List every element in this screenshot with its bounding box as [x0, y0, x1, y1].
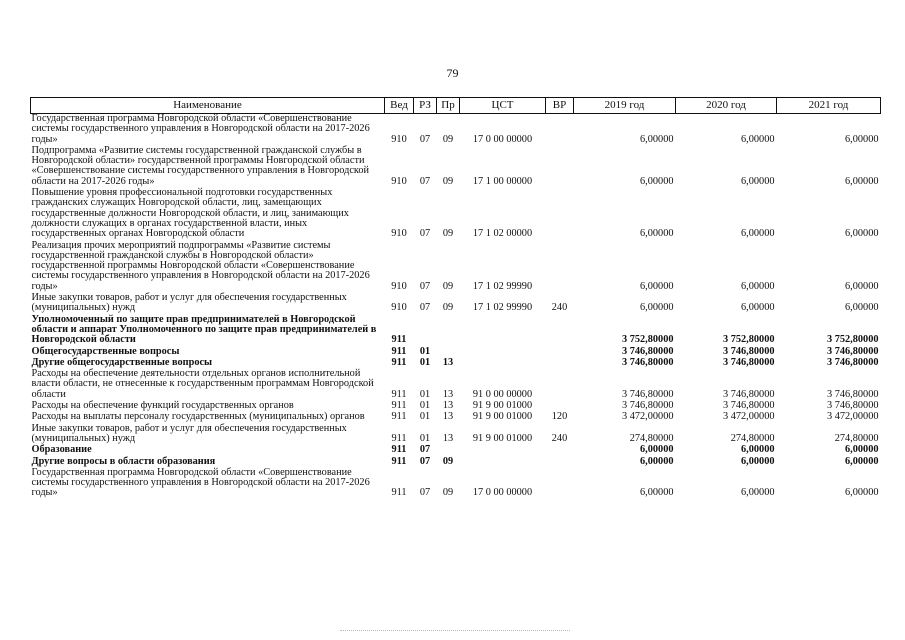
cell-ved: 910 [391, 175, 407, 187]
table-row [31, 412, 881, 423]
cell-rz: 07 [419, 487, 431, 499]
cell-2019: 6,00000 [640, 455, 674, 467]
cell-ved: 911 [391, 334, 407, 346]
cell-rz: 07 [419, 228, 431, 240]
cell-vr [546, 188, 574, 240]
cell-2020: 6,00000 [741, 228, 775, 240]
col-header-2021: 2021 год [777, 98, 881, 114]
cell-rz: 07 [419, 455, 431, 467]
cell-2021: 6,00000 [845, 133, 879, 145]
cell-2021: 3 746,80000 [827, 356, 879, 368]
cell-vr: 240 [551, 432, 568, 444]
cell-pr [437, 445, 460, 456]
table-row [31, 445, 881, 456]
cell-2020: 274,80000 [730, 432, 775, 444]
cell-name: Повышение уровня профессиональной подготовки государственных гражданских служащих Новгородской области, лиц, замещающих государственные должности Новгородской области, и лиц, занимающих должности служащих в органах государственной власти, иных государственных органах Новгородской области [31, 187, 349, 240]
cell-ved: 910 [391, 302, 407, 314]
table-row [31, 315, 881, 347]
cell-2020: 6,00000 [741, 280, 775, 292]
cell-2020: 6,00000 [741, 455, 775, 467]
cell-rz: 07 [419, 133, 431, 145]
cell-2020: 3 746,80000 [723, 345, 775, 357]
cell-rz: 01 [419, 388, 431, 400]
col-header-vr: ВР [546, 98, 574, 114]
cell-2019: 3 746,80000 [622, 356, 674, 368]
cell-pr: 13 [442, 356, 454, 368]
cell-pr: 09 [442, 455, 454, 467]
cell-pr: 09 [442, 133, 454, 145]
cell-2019: 3 752,80000 [622, 334, 674, 346]
cell-name: Расходы на обеспечение деятельности отдельных органов исполнительной власти области, не отнесенные к государственным программам Новгородской области [31, 368, 374, 400]
cell-ved: 910 [391, 133, 407, 145]
cell-2021: 6,00000 [845, 175, 879, 187]
cell-rz: 01 [419, 356, 431, 368]
cell-rz: 07 [419, 444, 431, 456]
cell-cst: 91 9 00 01000 [472, 400, 533, 412]
cell-vr [546, 457, 574, 468]
cell-2020: 6,00000 [741, 175, 775, 187]
cell-ved: 911 [391, 356, 407, 368]
col-header-2020: 2020 год [676, 98, 777, 114]
cell-pr: 09 [442, 487, 454, 499]
cell-2020: 6,00000 [741, 444, 775, 456]
cell-vr [546, 315, 574, 347]
cell-2019: 6,00000 [640, 228, 674, 240]
table-row [31, 188, 881, 240]
cell-name: Государственная программа Новгородской области «Совершенствование системы государственного управления в Новгородской области на 2017-2026 годы» [31, 113, 370, 145]
cell-cst: 91 9 00 01000 [472, 411, 533, 423]
cell-ved: 911 [391, 411, 407, 423]
table-row [31, 146, 881, 188]
cell-name: Реализация прочих мероприятий подпрограммы «Развитие системы государственной гражданской службы в Новгородской области» государственной программы Новгородской области «Совершенствование системы государственного управления в Новгородской области на 2017-2026 годы» [31, 239, 370, 292]
cell-2019: 6,00000 [640, 302, 674, 314]
cell-vr [546, 114, 574, 146]
cell-ved: 910 [391, 280, 407, 292]
cell-vr [546, 468, 574, 500]
cell-2020: 3 746,80000 [723, 388, 775, 400]
cell-vr [546, 358, 574, 369]
cell-cst: 17 1 02 99990 [472, 302, 533, 314]
cell-name: Образование [31, 444, 92, 456]
budget-table [30, 97, 881, 500]
cell-2021: 274,80000 [834, 432, 879, 444]
cell-pr: 13 [442, 411, 454, 423]
cell-vr [546, 241, 574, 293]
cell-2021: 6,00000 [845, 444, 879, 456]
cell-2021: 3 746,80000 [827, 388, 879, 400]
cell-cst [460, 358, 546, 369]
cell-name: Расходы на выплаты персоналу государственных (муниципальных) органов [31, 411, 365, 423]
cell-name: Уполномоченный по защите прав предпринимателей в Новгородской области и аппарат Уполномоченного по защите прав предпринимателей в Новгородской области [31, 313, 377, 346]
cell-pr: 13 [442, 400, 454, 412]
cell-2021: 6,00000 [845, 302, 879, 314]
cell-rz: 01 [419, 411, 431, 423]
cell-ved: 910 [391, 228, 407, 240]
cell-2020: 6,00000 [741, 133, 775, 145]
cell-vr: 240 [551, 302, 568, 314]
cell-name: Иные закупки товаров, работ и услуг для обеспечения государственных (муниципальных) нужд [31, 292, 347, 314]
cell-pr: 09 [442, 302, 454, 314]
cell-cst [460, 457, 546, 468]
table-row [31, 293, 881, 315]
cell-2019: 3 746,80000 [622, 400, 674, 412]
cell-ved: 911 [391, 432, 407, 444]
scan-artifact-line [340, 630, 570, 633]
cell-ved: 911 [391, 388, 407, 400]
cell-cst: 17 1 02 99990 [472, 280, 533, 292]
cell-cst [460, 445, 546, 456]
cell-2021: 6,00000 [845, 455, 879, 467]
cell-cst [460, 347, 546, 358]
cell-name: Подпрограмма «Развитие системы государственной гражданской службы в Новгородской области» государственной программы Новгородской области «Совершенствование системы государственного управления в Новгородской области на 2017-2026 годы» [31, 144, 370, 187]
cell-cst: 17 1 00 00000 [472, 175, 533, 187]
cell-rz: 01 [419, 345, 431, 357]
table-row [31, 468, 881, 500]
cell-ved: 911 [391, 345, 407, 357]
cell-2019: 3 472,00000 [622, 411, 674, 423]
cell-pr: 13 [442, 388, 454, 400]
cell-2021: 3 752,80000 [827, 334, 879, 346]
cell-2020: 3 746,80000 [723, 400, 775, 412]
col-header-name: Наименование [31, 98, 385, 114]
col-header-cst: ЦСТ [460, 98, 546, 114]
cell-pr: 09 [442, 280, 454, 292]
cell-cst: 17 1 02 00000 [472, 228, 533, 240]
cell-2019: 6,00000 [640, 133, 674, 145]
cell-cst: 91 9 00 01000 [472, 432, 533, 444]
cell-ved: 911 [391, 455, 407, 467]
cell-2019: 274,80000 [629, 432, 674, 444]
cell-ved: 911 [391, 400, 407, 412]
cell-2019: 6,00000 [640, 280, 674, 292]
page-number: 79 [446, 66, 459, 80]
cell-pr: 13 [442, 432, 454, 444]
cell-vr [546, 445, 574, 456]
cell-2020: 6,00000 [741, 302, 775, 314]
cell-2020: 3 472,00000 [723, 411, 775, 423]
cell-ved: 911 [391, 444, 407, 456]
cell-rz: 01 [419, 400, 431, 412]
cell-2021: 6,00000 [845, 487, 879, 499]
cell-rz: 07 [419, 302, 431, 314]
col-header-ved: Вед [385, 98, 414, 114]
cell-name: Другие общегосударственные вопросы [31, 356, 213, 368]
cell-pr: 09 [442, 228, 454, 240]
cell-2019: 6,00000 [640, 487, 674, 499]
cell-name: Расходы на обеспечение функций государственных органов [31, 400, 294, 412]
cell-rz: 07 [419, 280, 431, 292]
cell-pr: 09 [442, 175, 454, 187]
cell-2019: 3 746,80000 [622, 345, 674, 357]
table-row [31, 114, 881, 146]
cell-rz: 01 [419, 432, 431, 444]
cell-vr [546, 369, 574, 401]
cell-cst: 17 0 00 00000 [472, 487, 533, 499]
cell-rz [414, 315, 437, 347]
col-header-2019: 2019 год [574, 98, 676, 114]
table-row [31, 241, 881, 293]
cell-cst [460, 315, 546, 347]
col-header-pr: Пр [437, 98, 460, 114]
cell-2019: 6,00000 [640, 175, 674, 187]
cell-vr: 120 [551, 411, 568, 423]
cell-2021: 3 746,80000 [827, 345, 879, 357]
cell-2019: 6,00000 [640, 444, 674, 456]
cell-2021: 3 472,00000 [827, 411, 879, 423]
cell-name: Иные закупки товаров, работ и услуг для обеспечения государственных (муниципальных) нужд [31, 422, 347, 444]
cell-name: Другие вопросы в области образования [31, 455, 216, 467]
cell-2020: 3 752,80000 [723, 334, 775, 346]
cell-name: Государственная программа Новгородской области «Совершенствование системы государственного управления в Новгородской области на 2017-2026 годы» [31, 466, 370, 499]
cell-vr [546, 146, 574, 188]
cell-2021: 6,00000 [845, 280, 879, 292]
cell-2020: 3 746,80000 [723, 356, 775, 368]
cell-2019: 3 746,80000 [622, 388, 674, 400]
cell-cst: 91 0 00 00000 [472, 388, 533, 400]
table-header-row [31, 98, 881, 114]
cell-2021: 6,00000 [845, 228, 879, 240]
cell-pr [437, 315, 460, 347]
cell-ved: 911 [391, 487, 407, 499]
table-row [31, 424, 881, 446]
cell-2020: 6,00000 [741, 487, 775, 499]
col-header-rz: РЗ [414, 98, 437, 114]
table-row [31, 369, 881, 401]
cell-cst: 17 0 00 00000 [472, 133, 533, 145]
cell-name: Общегосударственные вопросы [31, 345, 180, 357]
cell-vr [546, 347, 574, 358]
table-body [31, 114, 881, 500]
cell-2021: 3 746,80000 [827, 400, 879, 412]
cell-rz: 07 [419, 175, 431, 187]
